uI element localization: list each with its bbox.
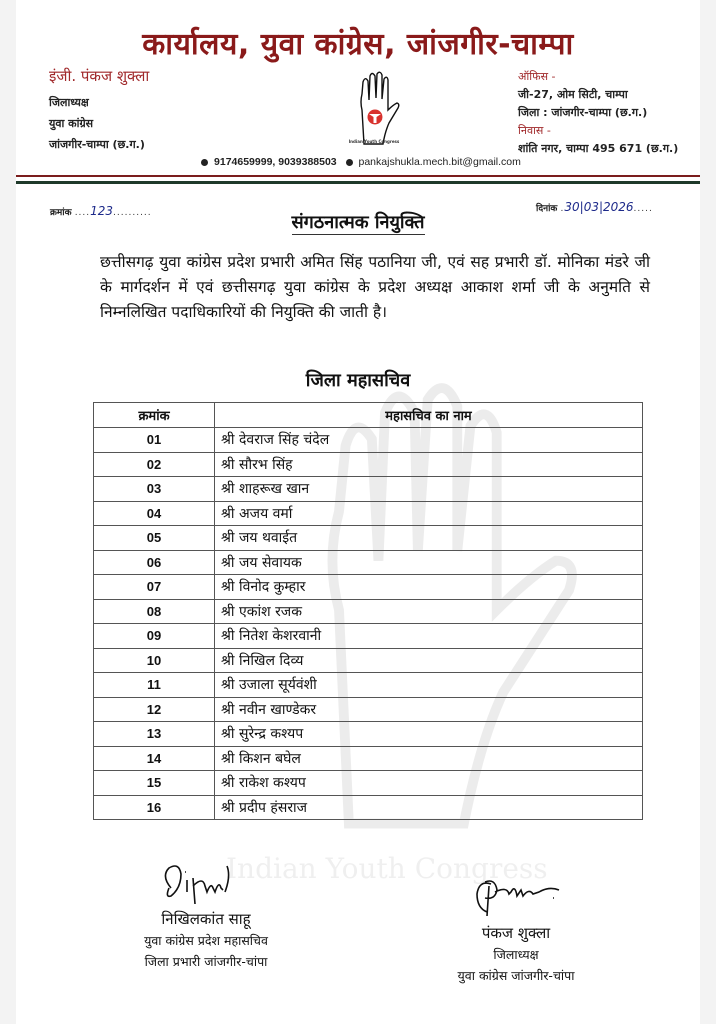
sender-location: जांजगीर-चाम्पा (छ.ग.) (49, 138, 145, 151)
signatory-right (426, 872, 606, 986)
email-icon (346, 159, 353, 166)
reference-value: 123 (90, 204, 114, 218)
header-name: महासचिव का नाम (215, 403, 643, 428)
appointee-name-cell: श्री जय थवाईत (215, 526, 643, 551)
body-paragraph: छत्तीसगढ़ युवा कांग्रेस प्रदेश प्रभारी अमित सिंह पठानिया जी, एवं सह प्रभारी डॉ. मोनिका मंडरे जी के मार्गदर्शन में एवं छत्तीसगढ़ युवा कांग्रेस के प्रदेश अध्यक्ष आकाश शर्मा जी के अनुमति से निम्नलिखित पदाधिकारियों की नियुक्ति की जाती है। (100, 253, 650, 321)
signatory-right-name: पंकज शुक्ला (481, 924, 551, 942)
table-row (94, 501, 643, 526)
table-row (94, 771, 643, 796)
office-label: ऑफिस - (518, 70, 556, 83)
table-row (94, 697, 643, 722)
appointee-name-cell: श्री अजय वर्मा (215, 501, 643, 526)
reference-number: क्रमांक ....123.......... (50, 204, 152, 218)
serial-number-cell: 10 (94, 648, 215, 673)
serial-number-cell: 03 (94, 477, 215, 502)
sender-designation: जिलाध्यक्ष (49, 96, 89, 109)
contact-row (16, 156, 700, 168)
appointee-name-cell: श्री निखिल दिव्य (215, 648, 643, 673)
table-row (94, 550, 643, 575)
serial-number-cell: 13 (94, 722, 215, 747)
serial-number-cell: 08 (94, 599, 215, 624)
email-address: pankajshukla.mech.bit@gmail.com (358, 156, 521, 168)
office-address-line2: जिला : जांजगीर-चाम्पा (छ.ग.) (518, 106, 648, 119)
appointee-name-cell: श्री देवराज सिंह चंदेल (215, 428, 643, 453)
address-block (518, 68, 678, 158)
signatory-left-district: जिला प्रभारी जांजगीर-चांपा (144, 954, 268, 969)
reference-label: क्रमांक (50, 208, 72, 218)
serial-number-cell: 02 (94, 452, 215, 477)
date-label: दिनांक (536, 204, 558, 214)
serial-number-cell: 04 (94, 501, 215, 526)
signatory-left-role: युवा कांग्रेस प्रदेश महासचिव (144, 933, 268, 948)
serial-number-cell: 09 (94, 624, 215, 649)
residence-label: निवास - (518, 124, 551, 137)
table-row (94, 795, 643, 820)
phone-icon (201, 159, 208, 166)
serial-number-cell: 16 (94, 795, 215, 820)
appointee-name-cell: श्री एकांश रजक (215, 599, 643, 624)
appointee-name-cell: श्री सुरेन्द्र कश्यप (215, 722, 643, 747)
appointee-name-cell: श्री उजाला सूर्यवंशी (215, 673, 643, 698)
subject-heading (16, 210, 700, 234)
date-value: 30|03|2026 (564, 200, 634, 214)
letterhead-title: कार्यालय, युवा कांग्रेस, जांजगीर-चाम्पा (142, 27, 574, 62)
congress-hand-logo-icon (350, 70, 400, 150)
appointee-name-cell: श्री शाहरूख खान (215, 477, 643, 502)
signatory-left (106, 858, 306, 972)
table-row (94, 477, 643, 502)
residence-address: शांति नगर, चाम्पा 495 671 (छ.ग.) (518, 142, 679, 155)
appointee-name-cell: श्री विनोद कुम्हार (215, 575, 643, 600)
signature-left (151, 858, 261, 908)
table-row (94, 624, 643, 649)
table-row (94, 428, 643, 453)
serial-number-cell: 01 (94, 428, 215, 453)
subject-text: संगठनात्मक नियुक्ति (291, 212, 425, 233)
phone-numbers: 9174659999, 9039388503 (214, 156, 337, 168)
table-row (94, 722, 643, 747)
logo-caption: Indian Youth Congress (348, 139, 400, 144)
sender-block (49, 66, 149, 155)
sender-name: इंजी. पंकज शुक्ला (49, 67, 150, 85)
header-rule-bottom (16, 181, 700, 184)
section-title: जिला महासचिव (305, 370, 411, 391)
table-row (94, 575, 643, 600)
table-row (94, 599, 643, 624)
signatory-right-organization: युवा कांग्रेस जांजगीर-चांपा (457, 968, 575, 983)
signature-right (461, 872, 571, 922)
office-address-line1: जी-27, ओम सिटी, चाम्पा (518, 88, 628, 101)
sender-organization: युवा कांग्रेस (49, 117, 94, 130)
serial-number-cell: 11 (94, 673, 215, 698)
header-rule-top (16, 175, 700, 177)
table-header-row (94, 403, 643, 428)
serial-number-cell: 07 (94, 575, 215, 600)
watermark-text: Indian Youth Congress (226, 852, 548, 885)
appointees-table (93, 402, 643, 820)
appointee-name-cell: श्री नवीन खाण्डेकर (215, 697, 643, 722)
appointee-name-cell: श्री नितेश केशरवानी (215, 624, 643, 649)
serial-number-cell: 14 (94, 746, 215, 771)
table-row (94, 648, 643, 673)
appointee-name-cell: श्री किशन बघेल (215, 746, 643, 771)
header-serial: क्रमांक (94, 403, 215, 428)
table-row (94, 746, 643, 771)
letter-date: दिनांक .30|03|2026..... (536, 200, 653, 214)
letter-page (16, 0, 700, 1024)
appointee-name-cell: श्री प्रदीप हंसराज (215, 795, 643, 820)
table-row (94, 452, 643, 477)
appointee-name-cell: श्री सौरभ सिंह (215, 452, 643, 477)
signatory-left-name: निखिलकांत साहू (161, 910, 251, 928)
signatory-right-role: जिलाध्यक्ष (493, 947, 539, 962)
table-row (94, 526, 643, 551)
serial-number-cell: 05 (94, 526, 215, 551)
table-row (94, 673, 643, 698)
appointee-name-cell: श्री राकेश कश्यप (215, 771, 643, 796)
appointee-name-cell: श्री जय सेवायक (215, 550, 643, 575)
serial-number-cell: 15 (94, 771, 215, 796)
serial-number-cell: 12 (94, 697, 215, 722)
serial-number-cell: 06 (94, 550, 215, 575)
